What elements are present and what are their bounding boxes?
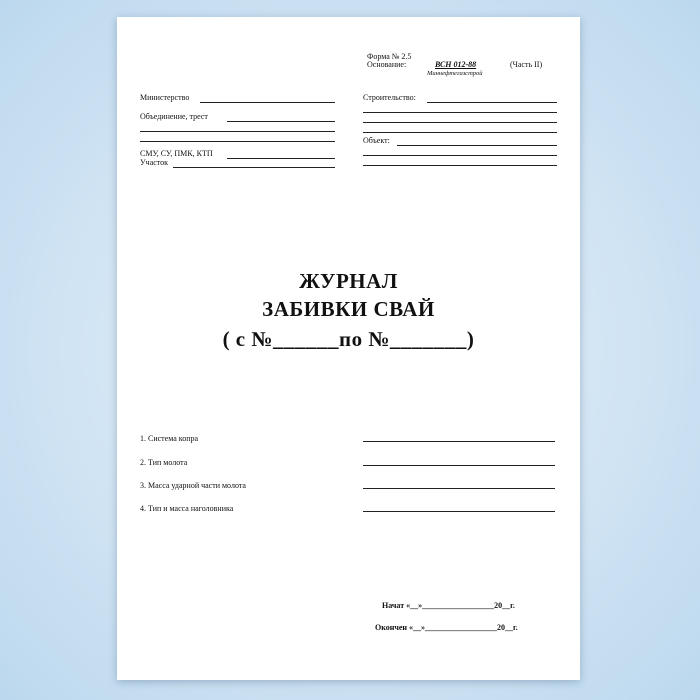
- object-label: Объект:: [363, 136, 390, 145]
- item-helmet-type-mass: 4. Тип и масса наголовника: [140, 504, 234, 513]
- finished-date: Окончен «__»__________________20__г.: [375, 623, 518, 632]
- item-hammer-mass: 3. Масса ударной части молота: [140, 481, 246, 490]
- object-line-2: [363, 155, 557, 156]
- association-line: [227, 121, 335, 122]
- object-line: [397, 145, 557, 146]
- section-line: [173, 167, 335, 168]
- basis-label: Основание:: [367, 60, 407, 69]
- basis-part: (Часть II): [510, 60, 543, 69]
- title-journal: ЖУРНАЛ: [299, 269, 398, 293]
- smu-line: [227, 158, 335, 159]
- ministry-line: [200, 102, 335, 103]
- construction-line: [427, 102, 557, 103]
- ministry-label: Министерство: [140, 93, 190, 102]
- item-1-line: [363, 441, 555, 442]
- item-2-line: [363, 465, 555, 466]
- construction-label: Строительство:: [363, 93, 416, 102]
- title-number-range: ( с №______по №_______): [222, 327, 475, 351]
- document-page: [117, 17, 580, 680]
- smu-label: СМУ, СУ, ПМК, КТП: [140, 149, 213, 158]
- basis-organization: Миннефтегазстрой: [427, 70, 483, 77]
- construction-line-2: [363, 112, 557, 113]
- form-number: Форма № 2.5: [367, 52, 412, 61]
- item-hammer-type: 2. Тип молота: [140, 458, 188, 467]
- association-label: Объединение, трест: [140, 112, 208, 121]
- title-pile-driving: ЗАБИВКИ СВАЙ: [262, 297, 435, 321]
- construction-line-3: [363, 122, 557, 123]
- section-label: Участок: [140, 158, 169, 167]
- basis-document: ВСН 012-88: [435, 60, 477, 69]
- association-line-2: [140, 131, 335, 132]
- construction-line-4: [363, 132, 557, 133]
- association-line-3: [140, 141, 335, 142]
- started-date: Начат «__»__________________20__г.: [382, 601, 515, 610]
- item-4-line: [363, 511, 555, 512]
- item-pile-driver-system: 1. Система копра: [140, 434, 199, 443]
- object-line-3: [363, 165, 557, 166]
- item-3-line: [363, 488, 555, 489]
